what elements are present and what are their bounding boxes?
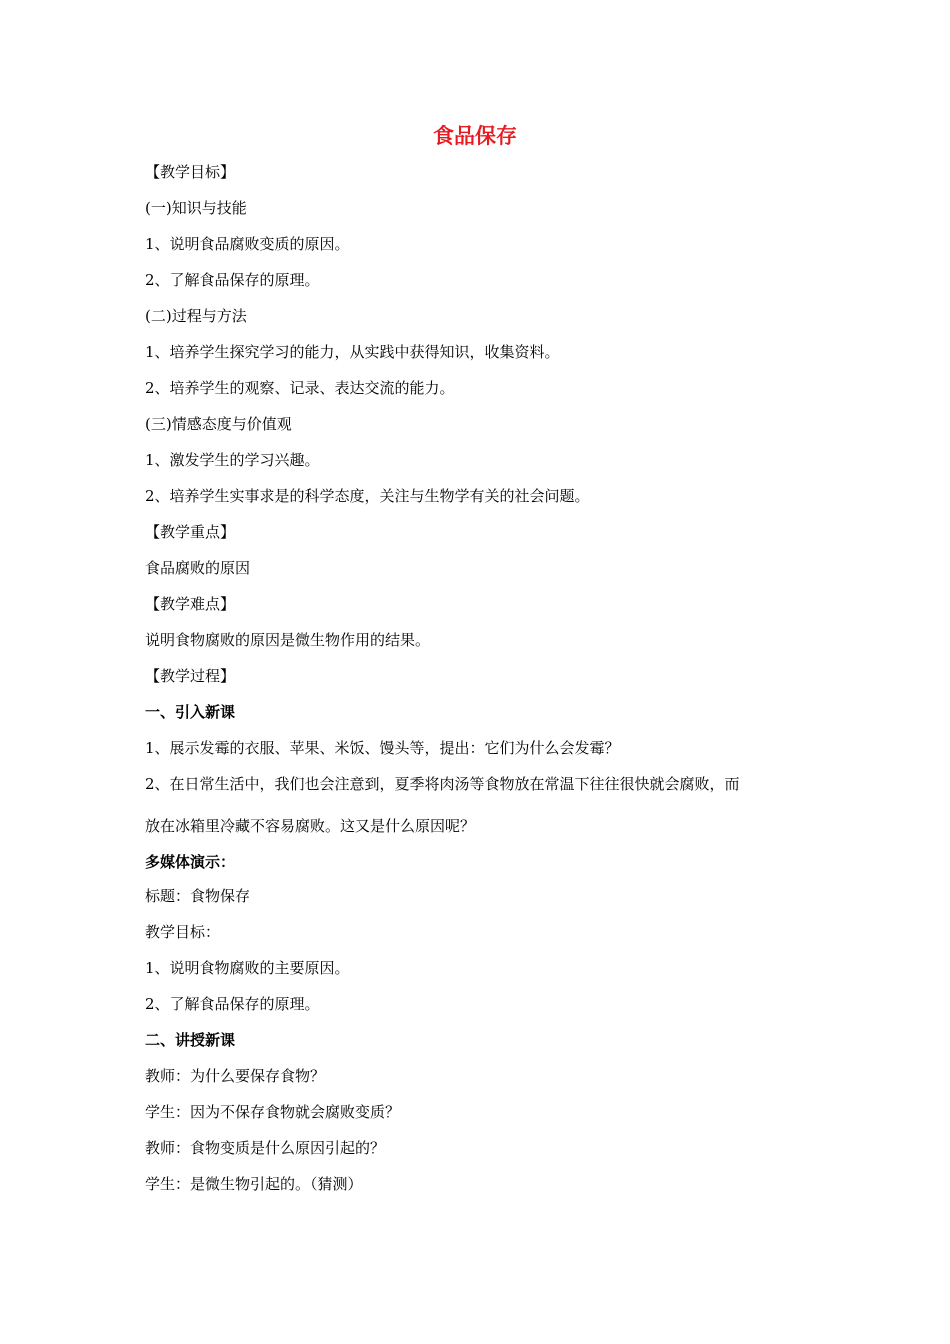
text-line: 1、激发学生的学习兴趣。 xyxy=(145,451,320,469)
subheading-process-method: (二)过程与方法 xyxy=(145,307,247,325)
text-line: 2、了解食品保存的原理。 xyxy=(145,995,320,1013)
text-line: 教学目标： xyxy=(145,923,221,941)
text-line: 2、在日常生活中，我们也会注意到，夏季将肉汤等食物放在常温下往往很快就会腐败，而 xyxy=(145,775,740,793)
text-line: 食品腐败的原因 xyxy=(145,559,251,577)
text-line: 1、说明食品腐败变质的原因。 xyxy=(145,235,350,253)
text-line: 1、说明食物腐败的主要原因。 xyxy=(145,959,350,977)
text-line: 1、展示发霉的衣服、苹果、米饭、馒头等，提出：它们为什么会发霉？ xyxy=(145,739,620,757)
section-heading-objectives: 【教学目标】 xyxy=(145,163,236,181)
section-heading-process: 【教学过程】 xyxy=(145,667,236,685)
dialogue-line: 学生：因为不保存食物就会腐败变质？ xyxy=(145,1103,401,1121)
bold-heading-new-lesson: 二、讲授新课 xyxy=(145,1031,236,1049)
section-heading-key-points: 【教学重点】 xyxy=(145,523,236,541)
subheading-knowledge-skills: (一)知识与技能 xyxy=(145,199,247,217)
text-line: 标题：食物保存 xyxy=(145,887,251,905)
text-line: 说明食物腐败的原因是微生物作用的结果。 xyxy=(145,631,431,649)
subheading-attitude-values: (三)情感态度与价值观 xyxy=(145,415,292,433)
text-line: 2、了解食品保存的原理。 xyxy=(145,271,320,289)
text-line: 2、培养学生实事求是的科学态度，关注与生物学有关的社会问题。 xyxy=(145,487,590,505)
dialogue-line: 教师：食物变质是什么原因引起的？ xyxy=(145,1139,386,1157)
text-line: 放在冰箱里冷藏不容易腐败。这又是什么原因呢？ xyxy=(145,817,476,835)
bold-heading-multimedia: 多媒体演示： xyxy=(145,853,236,871)
dialogue-line: 教师：为什么要保存食物？ xyxy=(145,1067,326,1085)
text-line: 2、培养学生的观察、记录、表达交流的能力。 xyxy=(145,379,455,397)
dialogue-line: 学生：是微生物引起的。（猜测） xyxy=(145,1175,363,1193)
text-line: 1、培养学生探究学习的能力，从实践中获得知识，收集资料。 xyxy=(145,343,560,361)
section-heading-difficulties: 【教学难点】 xyxy=(145,595,236,613)
document-title: 食品保存 xyxy=(433,124,517,148)
bold-heading-introduction: 一、引入新课 xyxy=(145,703,236,721)
